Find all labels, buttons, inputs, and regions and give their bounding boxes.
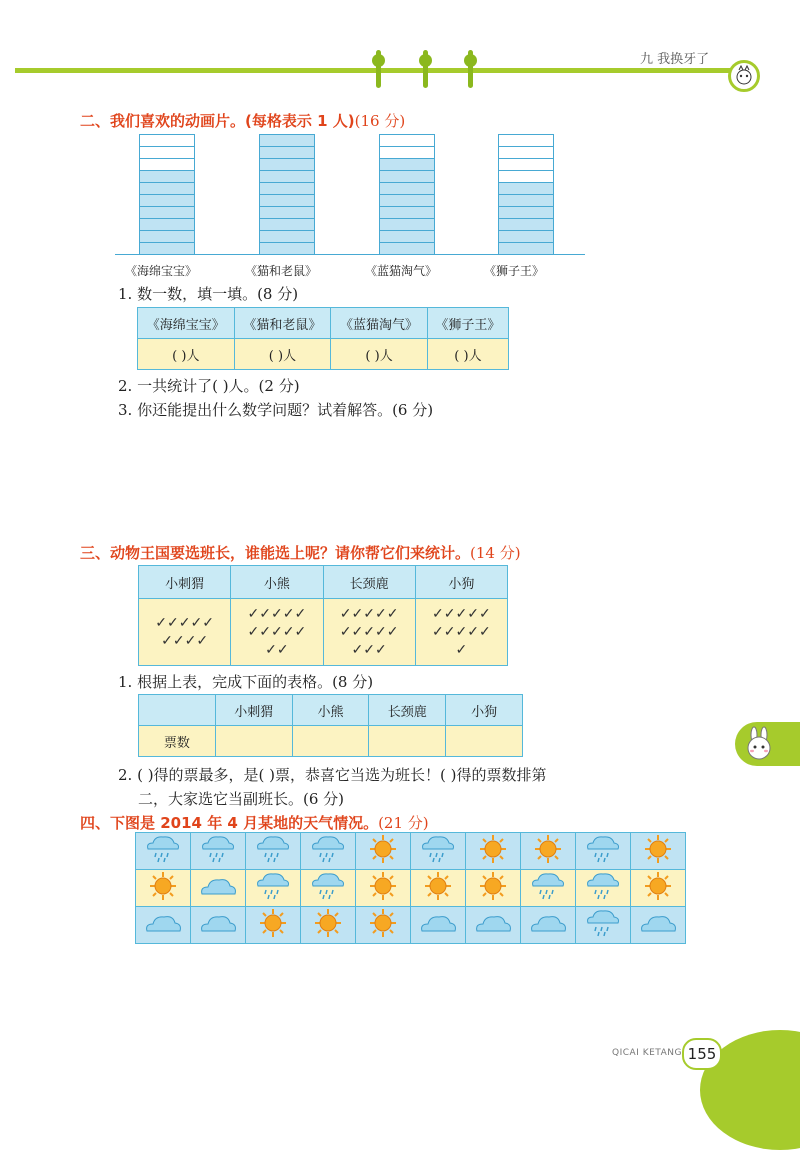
chart-cell bbox=[140, 219, 194, 231]
sun-icon bbox=[466, 833, 521, 870]
s3-question-2-line2: 二，大家选它当副班长。(6 分) bbox=[138, 790, 345, 808]
rain-icon bbox=[576, 870, 631, 907]
weather-row bbox=[136, 907, 686, 944]
chart-cell bbox=[499, 147, 553, 159]
sun-icon bbox=[631, 870, 686, 907]
footer-brand: QICAI KETANG bbox=[612, 1048, 682, 1058]
chart-cell bbox=[140, 135, 194, 147]
cloud-icon bbox=[191, 870, 246, 907]
weather-table bbox=[135, 832, 686, 944]
chart-cell bbox=[260, 207, 314, 219]
sun-icon bbox=[521, 833, 576, 870]
sun-icon bbox=[631, 833, 686, 870]
rain-icon bbox=[301, 870, 356, 907]
s2-question-1: 1. 数一数，填一填。(8 分) bbox=[118, 285, 299, 303]
side-tab bbox=[735, 722, 800, 766]
rain-icon bbox=[191, 833, 246, 870]
votes-table bbox=[138, 694, 523, 757]
animal-header: 小熊 bbox=[231, 566, 323, 599]
chart-cell bbox=[499, 159, 553, 171]
rain-icon bbox=[301, 833, 356, 870]
cloud-icon bbox=[191, 907, 246, 944]
tally-line: ✓✓✓✓✓ bbox=[339, 624, 399, 640]
chart-bar bbox=[379, 134, 435, 254]
sun-icon bbox=[411, 870, 466, 907]
vote-tally-table bbox=[138, 565, 508, 666]
votes-blank[interactable] bbox=[369, 726, 446, 757]
tally-line: ✓✓✓✓✓ bbox=[247, 624, 307, 640]
chapter-title: 九 我换牙了 bbox=[640, 52, 710, 67]
rain-icon bbox=[246, 833, 301, 870]
tally-line: ✓✓✓✓✓ bbox=[155, 615, 214, 631]
rain-icon bbox=[411, 833, 466, 870]
s2-question-2: 2. 一共统计了( )人。(2 分) bbox=[118, 377, 300, 395]
tally-cell bbox=[323, 599, 415, 666]
weather-row bbox=[136, 833, 686, 870]
bunny-icon bbox=[741, 726, 777, 762]
chart-cell bbox=[499, 195, 553, 207]
count-blank[interactable]: ( )人 bbox=[331, 339, 428, 370]
votes-header: 长颈鹿 bbox=[369, 695, 446, 726]
chart-cell bbox=[260, 183, 314, 195]
sun-icon bbox=[136, 870, 191, 907]
section3-title: 三、动物王国要选班长，谁能选上呢？请你帮它们来统计。(14 分) bbox=[80, 544, 521, 562]
cloud-icon bbox=[521, 907, 576, 944]
votes-corner bbox=[139, 695, 216, 726]
chart-cell bbox=[260, 171, 314, 183]
tally-line: ✓✓✓✓ bbox=[161, 633, 209, 649]
cloud-icon bbox=[411, 907, 466, 944]
chart-cell bbox=[380, 219, 434, 231]
section4-title: 四、下图是 2014 年 4 月某地的天气情况。(21 分) bbox=[80, 814, 429, 832]
sun-icon bbox=[356, 907, 411, 944]
sun-icon bbox=[356, 833, 411, 870]
count-table bbox=[137, 307, 509, 370]
s3-question-1: 1. 根据上表，完成下面的表格。(8 分) bbox=[118, 673, 374, 691]
tally-line: ✓ bbox=[455, 642, 468, 658]
rain-icon bbox=[246, 870, 301, 907]
cloud-icon bbox=[631, 907, 686, 944]
chart-cell bbox=[380, 159, 434, 171]
chart-cell bbox=[260, 159, 314, 171]
chart-cell bbox=[499, 231, 553, 243]
s2-question-3: 3. 你还能提出什么数学问题？试着解答。(6 分) bbox=[118, 401, 434, 419]
page-number-badge bbox=[682, 1038, 722, 1070]
chart-cell bbox=[260, 195, 314, 207]
votes-header: 小刺猬 bbox=[215, 695, 292, 726]
s3-question-2-line1: 2. ( )得的票最多，是( )票，恭喜它当选为班长！( )得的票数排第 bbox=[118, 766, 547, 784]
votes-header: 小狗 bbox=[446, 695, 523, 726]
chart-cell bbox=[499, 219, 553, 231]
chart-cell bbox=[499, 207, 553, 219]
tally-line: ✓✓✓✓✓ bbox=[432, 624, 491, 640]
cloud-icon bbox=[466, 907, 521, 944]
animal-header: 小狗 bbox=[415, 566, 507, 599]
sun-icon bbox=[356, 870, 411, 907]
sun-icon bbox=[246, 907, 301, 944]
chart-cell bbox=[140, 147, 194, 159]
chart-bar bbox=[259, 134, 315, 254]
votes-blank[interactable] bbox=[215, 726, 292, 757]
count-header: 《猫和老鼠》 bbox=[234, 308, 331, 339]
chart-cell bbox=[380, 207, 434, 219]
chart-cell bbox=[380, 171, 434, 183]
chart-cell bbox=[380, 135, 434, 147]
chart-cell bbox=[260, 135, 314, 147]
votes-blank[interactable] bbox=[446, 726, 523, 757]
chart-cell bbox=[380, 147, 434, 159]
chart-cell bbox=[380, 183, 434, 195]
chart-cell bbox=[140, 171, 194, 183]
mascot-icon bbox=[728, 60, 760, 92]
tally-line: ✓✓✓✓✓ bbox=[432, 606, 491, 622]
votes-row-label: 票数 bbox=[139, 726, 216, 757]
chart-cell bbox=[499, 135, 553, 147]
rain-icon bbox=[136, 833, 191, 870]
binder-rings bbox=[372, 50, 482, 90]
sun-icon bbox=[301, 907, 356, 944]
chart-category-label: 《狮子王》 bbox=[484, 264, 545, 278]
bar-chart bbox=[115, 130, 585, 255]
cloud-icon bbox=[136, 907, 191, 944]
count-header: 《海绵宝宝》 bbox=[138, 308, 235, 339]
count-blank[interactable]: ( )人 bbox=[138, 339, 235, 370]
tally-cell bbox=[415, 599, 507, 666]
tally-line: ✓✓✓✓✓ bbox=[247, 606, 307, 622]
chart-cell bbox=[140, 183, 194, 195]
rain-icon bbox=[521, 870, 576, 907]
chart-bar bbox=[139, 134, 195, 254]
animal-header: 小刺猬 bbox=[139, 566, 231, 599]
votes-header: 小熊 bbox=[292, 695, 369, 726]
chart-bar bbox=[498, 134, 554, 254]
section2-title: 二、我们喜欢的动画片。(每格表示 1 人)(16 分) bbox=[80, 112, 406, 130]
chart-cell bbox=[260, 219, 314, 231]
tally-line: ✓✓✓✓✓ bbox=[339, 606, 399, 622]
chart-category-label: 《蓝猫淘气》 bbox=[365, 264, 438, 278]
rain-icon bbox=[576, 833, 631, 870]
animal-header: 长颈鹿 bbox=[323, 566, 415, 599]
chart-baseline bbox=[115, 254, 585, 255]
tally-cell bbox=[231, 599, 323, 666]
chart-cell bbox=[140, 195, 194, 207]
count-header: 《狮子王》 bbox=[427, 308, 508, 339]
weather-row bbox=[136, 870, 686, 907]
chart-cell bbox=[499, 183, 553, 195]
count-blank[interactable]: ( )人 bbox=[427, 339, 508, 370]
chart-cell bbox=[140, 159, 194, 171]
sun-icon bbox=[466, 870, 521, 907]
count-header: 《蓝猫淘气》 bbox=[331, 308, 428, 339]
chart-cell bbox=[260, 231, 314, 243]
tally-line: ✓✓✓ bbox=[351, 642, 387, 658]
chart-category-label: 《猫和老鼠》 bbox=[245, 264, 318, 278]
chart-cell bbox=[380, 231, 434, 243]
page-number: 155 bbox=[687, 1045, 717, 1063]
rain-icon bbox=[576, 907, 631, 944]
count-blank[interactable]: ( )人 bbox=[234, 339, 331, 370]
tally-line: ✓✓ bbox=[265, 642, 289, 658]
chart-cell bbox=[380, 195, 434, 207]
chart-cell bbox=[499, 171, 553, 183]
votes-blank[interactable] bbox=[292, 726, 369, 757]
chart-cell bbox=[140, 207, 194, 219]
chart-category-label: 《海绵宝宝》 bbox=[125, 264, 198, 278]
chart-cell bbox=[260, 147, 314, 159]
chart-cell bbox=[140, 231, 194, 243]
tally-cell bbox=[139, 599, 231, 666]
